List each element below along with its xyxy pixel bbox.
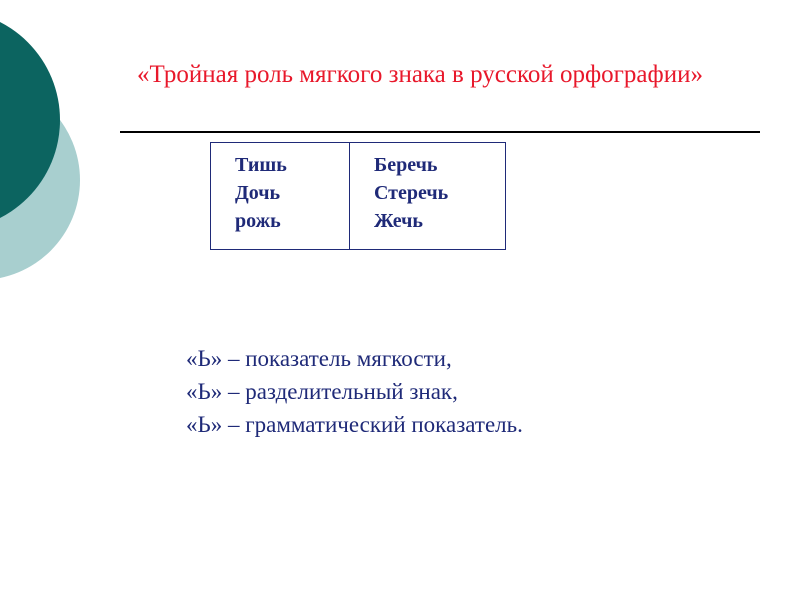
word-table xyxy=(210,142,506,250)
table-cell: Стеречь xyxy=(374,182,449,204)
table-column-divider xyxy=(349,143,350,249)
list-item: «Ь» – грамматический показатель. xyxy=(186,412,523,437)
table-cell: Беречь xyxy=(374,154,438,176)
table-cell: рожь xyxy=(235,210,281,232)
title-divider xyxy=(120,131,760,133)
table-left-column xyxy=(235,151,287,235)
table-cell: Тишь xyxy=(235,154,287,176)
slide-title: «Тройная роль мягкого знака в русской орфографии» xyxy=(137,61,703,88)
list-item: «Ь» – разделительный знак, xyxy=(186,379,458,404)
decorative-circles xyxy=(0,0,120,320)
table-cell: Жечь xyxy=(374,210,423,232)
soft-sign-roles-list xyxy=(186,342,523,441)
table-right-column xyxy=(374,151,448,235)
list-item: «Ь» – показатель мягкости, xyxy=(186,346,452,371)
table-cell: Дочь xyxy=(235,182,281,204)
